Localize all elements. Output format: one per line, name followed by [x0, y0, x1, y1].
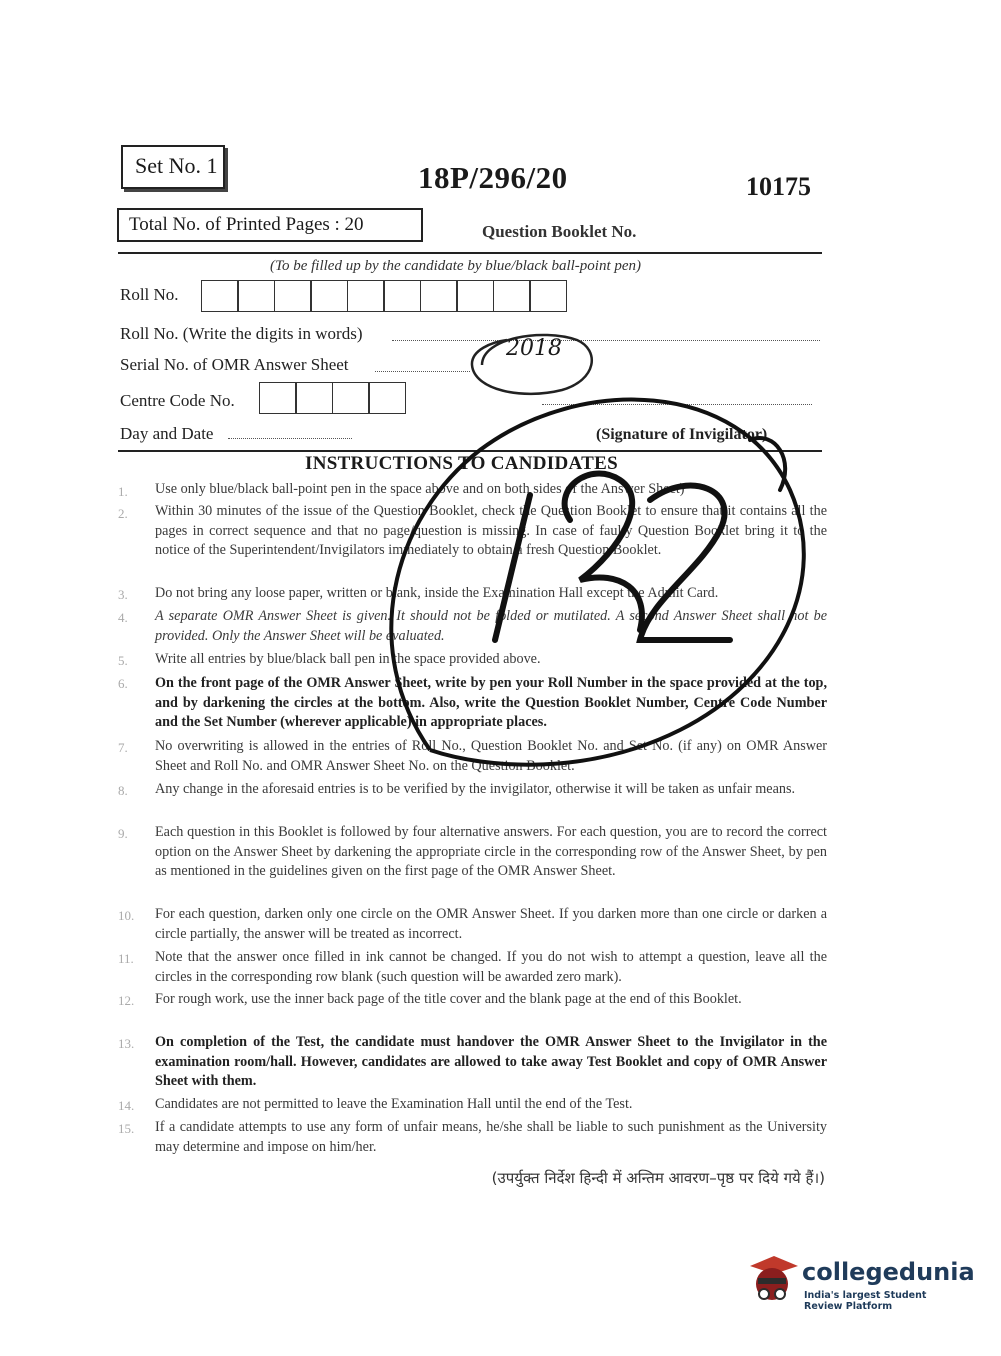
roll-digit-box[interactable] — [493, 280, 531, 312]
roll-digit-box[interactable] — [456, 280, 494, 312]
roll-digit-box[interactable] — [201, 280, 239, 312]
instructions-heading: INSTRUCTIONS TO CANDIDATES — [305, 453, 618, 474]
instruction-item: For each question, darken only one circle on the OMR Answer Sheet. If you darken more than one circle or darken a circle partially, the answer will be treated as incorrect. — [155, 906, 827, 942]
booklet-number: 10175 — [746, 172, 811, 201]
instruction-item: On the front page of the OMR Answer Sheet, write by pen your Roll Number in the space provided at the top, and by darkening the circles at the bottom. Also, write the Question Booklet Number, Centre Code Number and the Set Number (wherever applicable) in appropriate places. — [155, 675, 827, 730]
roll-digit-box[interactable] — [529, 280, 567, 312]
instruction-item: If a candidate attempts to use any form of unfair means, he/she shall be liable to such punishment as the University may determine and impose on him/her. — [155, 1119, 827, 1155]
centre-digit-box[interactable] — [259, 382, 297, 414]
roll-no-label: Roll No. — [120, 285, 179, 304]
paper-code: 18P/296/20 — [418, 160, 568, 195]
instruction-item: Any change in the aforesaid entries is to be verified by the invigilator, otherwise it will be taken as unfair means. — [155, 781, 796, 797]
collegedunia-logo — [744, 1252, 975, 1312]
fill-note: (To be filled up by the candidate by blue/black ball-point pen) — [270, 258, 642, 274]
printed-pages-box — [117, 208, 423, 242]
instruction-item: Do not bring any loose paper, written or blank, inside the Examination Hall except the Admit Card. — [155, 585, 719, 601]
roll-digit-box[interactable] — [420, 280, 458, 312]
handwritten-number-stamp — [320, 320, 840, 840]
roll-digit-box[interactable] — [383, 280, 421, 312]
set-number-box — [121, 145, 225, 189]
roll-words-label: Roll No. (Write the digits in words) — [120, 324, 363, 343]
mascot-icon — [744, 1252, 800, 1308]
omr-serial-handwritten: 2018 — [506, 336, 562, 361]
hindi-note: (उपर्युक्त निर्देश हिन्दी में अन्तिम आवरण–पृष्ठ पर दिये गये हैं।) — [491, 1169, 825, 1187]
question-booklet-label: Question Booklet No. — [482, 222, 637, 241]
instruction-item: On completion of the Test, the candidate must handover the OMR Answer Sheet to the Invigilator in the examination room/hall. However, candidates are allowed to take away Test Booklet and copy of OMR Answer Sheet with them. — [155, 1034, 827, 1089]
roll-no-boxes[interactable] — [202, 280, 567, 312]
roll-digit-box[interactable] — [347, 280, 385, 312]
set-number: Set No. 1 — [135, 153, 218, 178]
instruction-item: Candidates are not permitted to leave the Examination Hall until the end of the Test. — [155, 1096, 633, 1112]
day-date-label: Day and Date — [120, 424, 214, 443]
centre-code-label: Centre Code No. — [120, 391, 235, 410]
instruction-item: A separate OMR Answer Sheet is given. It should not be folded or mutilated. A second Answer Sheet shall not be provided. Only the Answer Sheet will be evaluated. — [155, 608, 827, 644]
instruction-item: Use only blue/black ball-point pen in the space above and on both sides of the Answer Sheet) — [155, 481, 685, 497]
roll-digit-box[interactable] — [310, 280, 348, 312]
roll-digit-box[interactable] — [274, 280, 312, 312]
instruction-item: Each question in this Booklet is followed by four alternative answers. For each question, you are to record the correct option on the Answer Sheet by darkening the appropriate circle in the corresponding row of the Answer Sheet, by pen as mentioned in the guidelines given on the first page of the OMR Answer Sheet. — [155, 824, 827, 879]
instruction-item: Write all entries by blue/black ball pen in the space provided above. — [155, 651, 541, 667]
brand-name: collegedunia — [802, 1258, 975, 1286]
instruction-item: Within 30 minutes of the issue of the Question Booklet, check the Question Booklet to ensure that it contains all the pages in correct sequence and that no page/question is missing. In case of faulty Question Booklet bring it to the notice of the Superintendent/Invigilators immediately to obtain a fresh Question Booklet. — [155, 503, 827, 558]
instruction-item: Note that the answer once filled in ink cannot be changed. If you do not wish to attempt a question, leave all the circles in the corresponding row blank (such question will be awarded zero mark). — [155, 949, 827, 985]
roll-digit-box[interactable] — [237, 280, 275, 312]
instruction-item: No overwriting is allowed in the entries of Roll No., Question Booklet No. and Set No. (if any) on OMR Answer Sheet and Roll No. and OMR Answer Sheet No. on the Question Booklet. — [155, 738, 827, 774]
printed-pages: Total No. of Printed Pages : 20 — [129, 214, 364, 235]
signature-label: (Signature of Invigilator) — [596, 426, 768, 443]
brand-tagline: India's largest Student Review Platform — [804, 1290, 927, 1312]
instruction-item: For rough work, use the inner back page of the title cover and the blank page at the end of this Booklet. — [155, 991, 742, 1007]
header-divider — [118, 252, 822, 254]
omr-serial-label: Serial No. of OMR Answer Sheet — [120, 355, 349, 374]
